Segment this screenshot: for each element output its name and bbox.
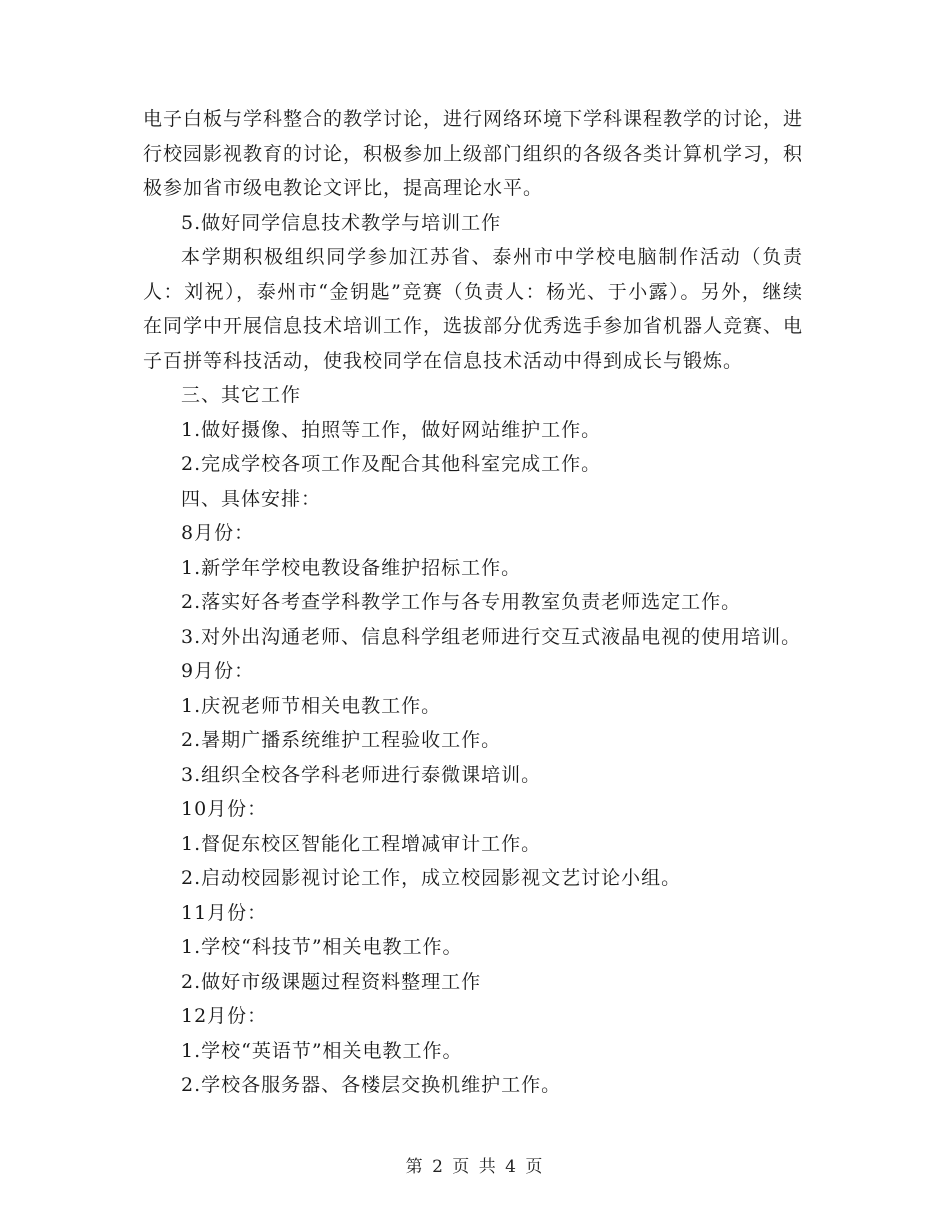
- list-item: 2.学校各服务器、各楼层交换机维护工作。: [181, 1074, 562, 1096]
- page-number-footer: 第 2 页 共 4 页: [405, 1157, 545, 1177]
- month-heading: 11月份：: [181, 901, 268, 924]
- body-paragraph: 本学期积极组织同学参加江苏省、泰州市中学校电脑制作活动（负责人：刘祝），泰州市“金钥匙”竞赛（负责人：杨光、于小露）。另外，继续在同学中开展信息技术培训工作，选拔部分优秀选手参加省机器人竞赛、电子百拼等科技活动，使我校同学在信息技术活动中得到成长与锻炼。: [143, 246, 804, 372]
- section-heading-4: 四、具体安排：: [181, 487, 322, 510]
- list-item: 3.对外出沟通老师、信息科学组老师进行交互式液晶电视的使用培训。: [181, 625, 802, 648]
- list-item: 2.落实好各考查学科教学工作与各专用教室负责老师选定工作。: [181, 591, 742, 613]
- body-paragraph: 电子白板与学科整合的教学讨论，进行网络环境下学科课程教学的讨论，进行校园影视教育的讨论，积极参加上级部门组织的各级各类计算机学习，积极参加省市级电教论文评比，提高理论水平。: [143, 108, 804, 199]
- list-item: 2.完成学校各项工作及配合其他科室完成工作。: [181, 453, 602, 475]
- list-item: 2.暑期广播系统维护工程验收工作。: [181, 729, 502, 751]
- list-item: 2.启动校园影视讨论工作，成立校园影视文艺讨论小组。: [181, 867, 682, 889]
- list-item: 1.庆祝老师节相关电教工作。: [181, 694, 442, 717]
- list-item: 1.新学年学校电教设备维护招标工作。: [181, 556, 522, 579]
- section-heading-5: 5.做好同学信息技术教学与培训工作: [181, 211, 502, 234]
- month-heading: 12月份：: [181, 1005, 268, 1027]
- list-item: 1.做好摄像、拍照等工作，做好网站维护工作。: [181, 418, 602, 441]
- document-body: [143, 102, 803, 1103]
- month-heading: 8月份：: [181, 522, 255, 544]
- month-heading: 10月份：: [181, 798, 268, 820]
- list-item: 2.做好市级课题过程资料整理工作: [181, 970, 482, 993]
- month-heading: 9月份：: [181, 660, 255, 682]
- list-item: 3.组织全校各学科老师进行泰微课培训。: [181, 763, 542, 786]
- list-item: 1.学校“科技节”相关电教工作。: [181, 936, 463, 958]
- list-item: 1.学校“英语节”相关电教工作。: [181, 1039, 463, 1062]
- list-item: 1.督促东校区智能化工程增减审计工作。: [181, 832, 542, 855]
- section-heading-3: 三、其它工作: [181, 384, 302, 406]
